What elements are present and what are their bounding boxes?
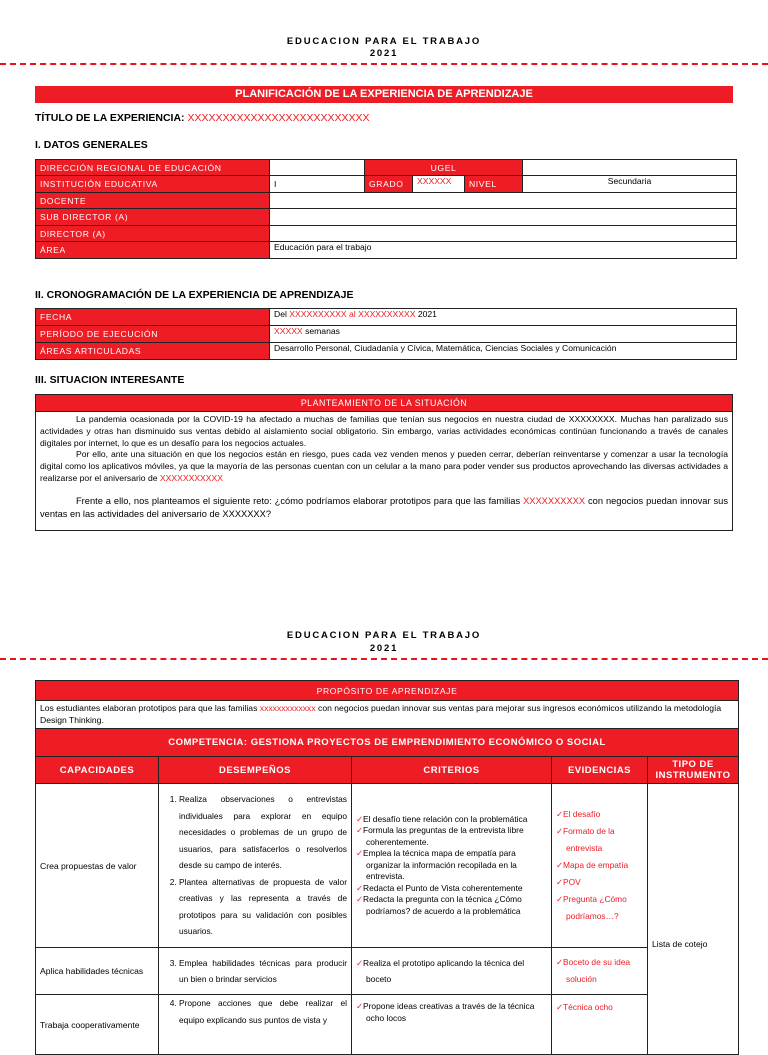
- evidencias-cell: [552, 948, 648, 995]
- situation-paragraph-1: La pandemia ocasionada por la COVID-19 ha afectado a muchas de familias que tenían sus negocios en nuestra ciudad de XXXXXXXX. Muchas han paralizado sus actividades y otras han disminuido sus ventas debido al aislamiento social obligatorio. Sin embargo, varias actividades económicas continúan funcionando a través de canales digitales por internet, lo que es un desafío para los negocios actuales.: [40, 414, 728, 448]
- desempenos-cell: [159, 948, 352, 995]
- datos-generales-table: [35, 159, 737, 259]
- ugel-label: UGEL: [365, 160, 523, 176]
- fecha-year: 2021: [417, 309, 437, 319]
- periodo-label: PERÍODO DE EJECUCIÓN: [36, 326, 270, 343]
- main-title-banner: PLANIFICACIÓN DE LA EXPERIENCIA DE APRENDIZAJE: [35, 86, 733, 103]
- criterios-cell: [352, 784, 552, 948]
- nivel-value: Secundaria: [523, 176, 737, 193]
- page-header-subject: EDUCACION PARA EL TRABAJO: [286, 36, 482, 47]
- criterio-item: ✓ Redacta la pregunta con la técnica ¿Cómo podríamos? de acuerdo a la problemática: [356, 894, 547, 917]
- evidencias-cell: [552, 784, 648, 948]
- evidencia-item: ✓ Formato de la entrevista: [556, 823, 643, 857]
- proposito-families: xxxxxxxxxxxxx: [259, 703, 316, 713]
- criterio-item: ✓ El desafío tiene relación con la problemática: [356, 814, 547, 826]
- evidencia-item: ✓ Técnica ocho: [556, 999, 643, 1016]
- ie-value: I: [270, 176, 365, 193]
- experience-title: [35, 112, 370, 124]
- dashed-divider-2: [0, 658, 768, 660]
- cronograma-table: [35, 308, 737, 360]
- proposito-title: PROPÓSITO DE APRENDIZAJE: [36, 681, 739, 701]
- dashed-divider: [0, 63, 768, 65]
- director-label: DIRECTOR (A): [36, 226, 270, 242]
- dre-value: [270, 160, 365, 176]
- nivel-label: NIVEL: [465, 176, 523, 193]
- subdirector-value: [270, 209, 737, 226]
- evidencias-cell: [552, 995, 648, 1055]
- criterio-item: ✓ Realiza el prototipo aplicando la técnica del boceto: [356, 955, 547, 987]
- page-header-year: 2021: [369, 48, 399, 59]
- col-criterios: CRITERIOS: [352, 757, 552, 784]
- table-row: [36, 995, 739, 1055]
- desempeno-item: 2. Plantea alternativas de propuesta de valor creativas y las representa a través de prototipos para su validación con posibles usuarios.: [179, 874, 347, 940]
- situation-paragraph-2: [36, 449, 732, 484]
- fecha-al: al: [349, 309, 356, 319]
- evidencia-item: ✓ El desafío: [556, 806, 643, 823]
- fecha-from: XXXXXXXXXX: [289, 309, 347, 319]
- situation-paragraph-2-text: Por ello, ante una situación en que los negocios están en riesgo, pues cada vez venden menos y pueden cerrar, deberían reinventarse y comenzar a usar la tecnología digital como los aplicativos móviles, ya que la mayoría de las personas cuentan con un celular a la mano para poder vender sus productos aprovechando las diversas actividades a realizarse por el aniversario de: [40, 449, 728, 483]
- page-header-year-2: 2021: [369, 643, 399, 654]
- periodo-value: [270, 326, 737, 343]
- experience-title-value: XXXXXXXXXXXXXXXXXXXXXXXXXX: [187, 112, 370, 124]
- evidencia-item: ✓ Mapa de empatía: [556, 857, 643, 874]
- desempeno-item: 4. Propone acciones que debe realizar el equipo explicando sus puntos de vista y: [179, 995, 347, 1028]
- col-instrumento: TIPO DE INSTRUMENTO: [648, 757, 739, 784]
- periodo-weeks: XXXXX: [274, 326, 303, 336]
- desempeno-item: 3. Emplea habilidades técnicas para producir un bien o brindar servicios: [179, 955, 347, 988]
- desempeno-item: 1. Realiza observaciones o entrevistas individuales para explorar en equipo necesidades o problemas de un grupo de usuarios, para satisfacerlos o resolverlos desde su campo de interés.: [179, 791, 347, 874]
- proposito-text-b: con negocios puedan innovar sus ventas para mejorar sus ingresos económicos utilizando la metodología Design Thinking.: [40, 703, 722, 725]
- criterio-item: ✓ Emplea la técnica mapa de empatía para organizar la información recopilada en la entrevista.: [356, 848, 547, 883]
- proposito-text-a: Los estudiantes elaboran prototipos para que las familias: [40, 703, 258, 713]
- periodo-unit: semanas: [305, 326, 340, 336]
- areas-value: Desarrollo Personal, Ciudadanía y Cívica, Matemática, Ciencias Sociales y Comunicación: [270, 343, 737, 360]
- dre-label: DIRECCIÓN REGIONAL DE EDUCACIÓN: [36, 160, 270, 176]
- section-crono-heading: II. CRONOGRAMACIÓN DE LA EXPERIENCIA DE APRENDIZAJE: [35, 289, 354, 301]
- fecha-value: [270, 309, 737, 326]
- docente-value: [270, 193, 737, 209]
- subdirector-label: SUB DIRECTOR (A): [36, 209, 270, 226]
- grado-label: GRADO: [365, 176, 413, 193]
- area-label: ÁREA: [36, 242, 270, 259]
- col-capacidades: CAPACIDADES: [36, 757, 159, 784]
- situation-paragraph-3: [36, 495, 732, 521]
- situation-paragraph-3-end: con negocios puedan innovar sus ventas en las actividades del aniversario de XXXXXXX?: [40, 495, 728, 519]
- criterio-item: ✓ Formula las preguntas de la entrevista libre coherentemente.: [356, 825, 547, 848]
- evidencia-item: ✓ POV: [556, 874, 643, 891]
- situation-paragraph-2-place: XXXXXXXXXXX: [159, 472, 223, 483]
- proposito-text: [36, 701, 739, 729]
- page-header-subject-2: EDUCACION PARA EL TRABAJO: [286, 630, 482, 641]
- criterio-item: ✓ Propone ideas creativas a través de la técnica ocho locos: [356, 1001, 547, 1024]
- criterios-cell: [352, 995, 552, 1055]
- proposito-table: [35, 680, 739, 1055]
- situation-paragraph-3-families: XXXXXXXXXX: [523, 495, 586, 506]
- situation-paragraph-3-text: Frente a ello, nos planteamos el siguiente reto: ¿cómo podríamos elaborar prototipos para que las familias: [76, 495, 521, 506]
- ie-label: INSTITUCIÓN EDUCATIVA: [36, 176, 270, 193]
- capacidad-cell: Aplica habilidades técnicas: [36, 948, 159, 995]
- fecha-label: FECHA: [36, 309, 270, 326]
- desempenos-cell: [159, 784, 352, 948]
- competencia-title: COMPETENCIA: GESTIONA PROYECTOS DE EMPRENDIMIENTO ECONÓMICO O SOCIAL: [36, 729, 739, 757]
- instrumento-cell: Lista de cotejo: [648, 784, 739, 1055]
- grado-value: XXXXXX: [413, 176, 465, 193]
- areas-label: ÁREAS ARTICULADAS: [36, 343, 270, 360]
- area-value: Educación para el trabajo: [270, 242, 737, 259]
- table-row: [36, 948, 739, 995]
- criterio-item: ✓ Redacta el Punto de Vista coherentemente: [356, 883, 547, 895]
- col-desempenos: DESEMPEÑOS: [159, 757, 352, 784]
- col-evidencias: EVIDENCIAS: [552, 757, 648, 784]
- docente-label: DOCENTE: [36, 193, 270, 209]
- ugel-value: [523, 160, 737, 176]
- criterios-cell: [352, 948, 552, 995]
- capacidad-cell: Trabaja cooperativamente: [36, 995, 159, 1055]
- table-row: [36, 784, 739, 948]
- situation-box-title: PLANTEAMIENTO DE LA SITUACIÓN: [36, 395, 732, 412]
- director-value: [270, 226, 737, 242]
- desempenos-cell: [159, 995, 352, 1055]
- section-datos-heading: I. DATOS GENERALES: [35, 139, 148, 151]
- section-situacion-heading: III. SITUACION INTERESANTE: [35, 374, 185, 386]
- capacidad-cell: Crea propuestas de valor: [36, 784, 159, 948]
- evidencia-item: ✓ Boceto de su idea solución: [556, 954, 643, 988]
- evidencia-item: ✓ Pregunta ¿Cómo podríamos…?: [556, 891, 643, 925]
- situation-box: [35, 394, 733, 531]
- fecha-del: Del: [274, 309, 287, 319]
- fecha-to: XXXXXXXXXX: [358, 309, 416, 319]
- experience-title-label: TÍTULO DE LA EXPERIENCIA:: [35, 112, 185, 124]
